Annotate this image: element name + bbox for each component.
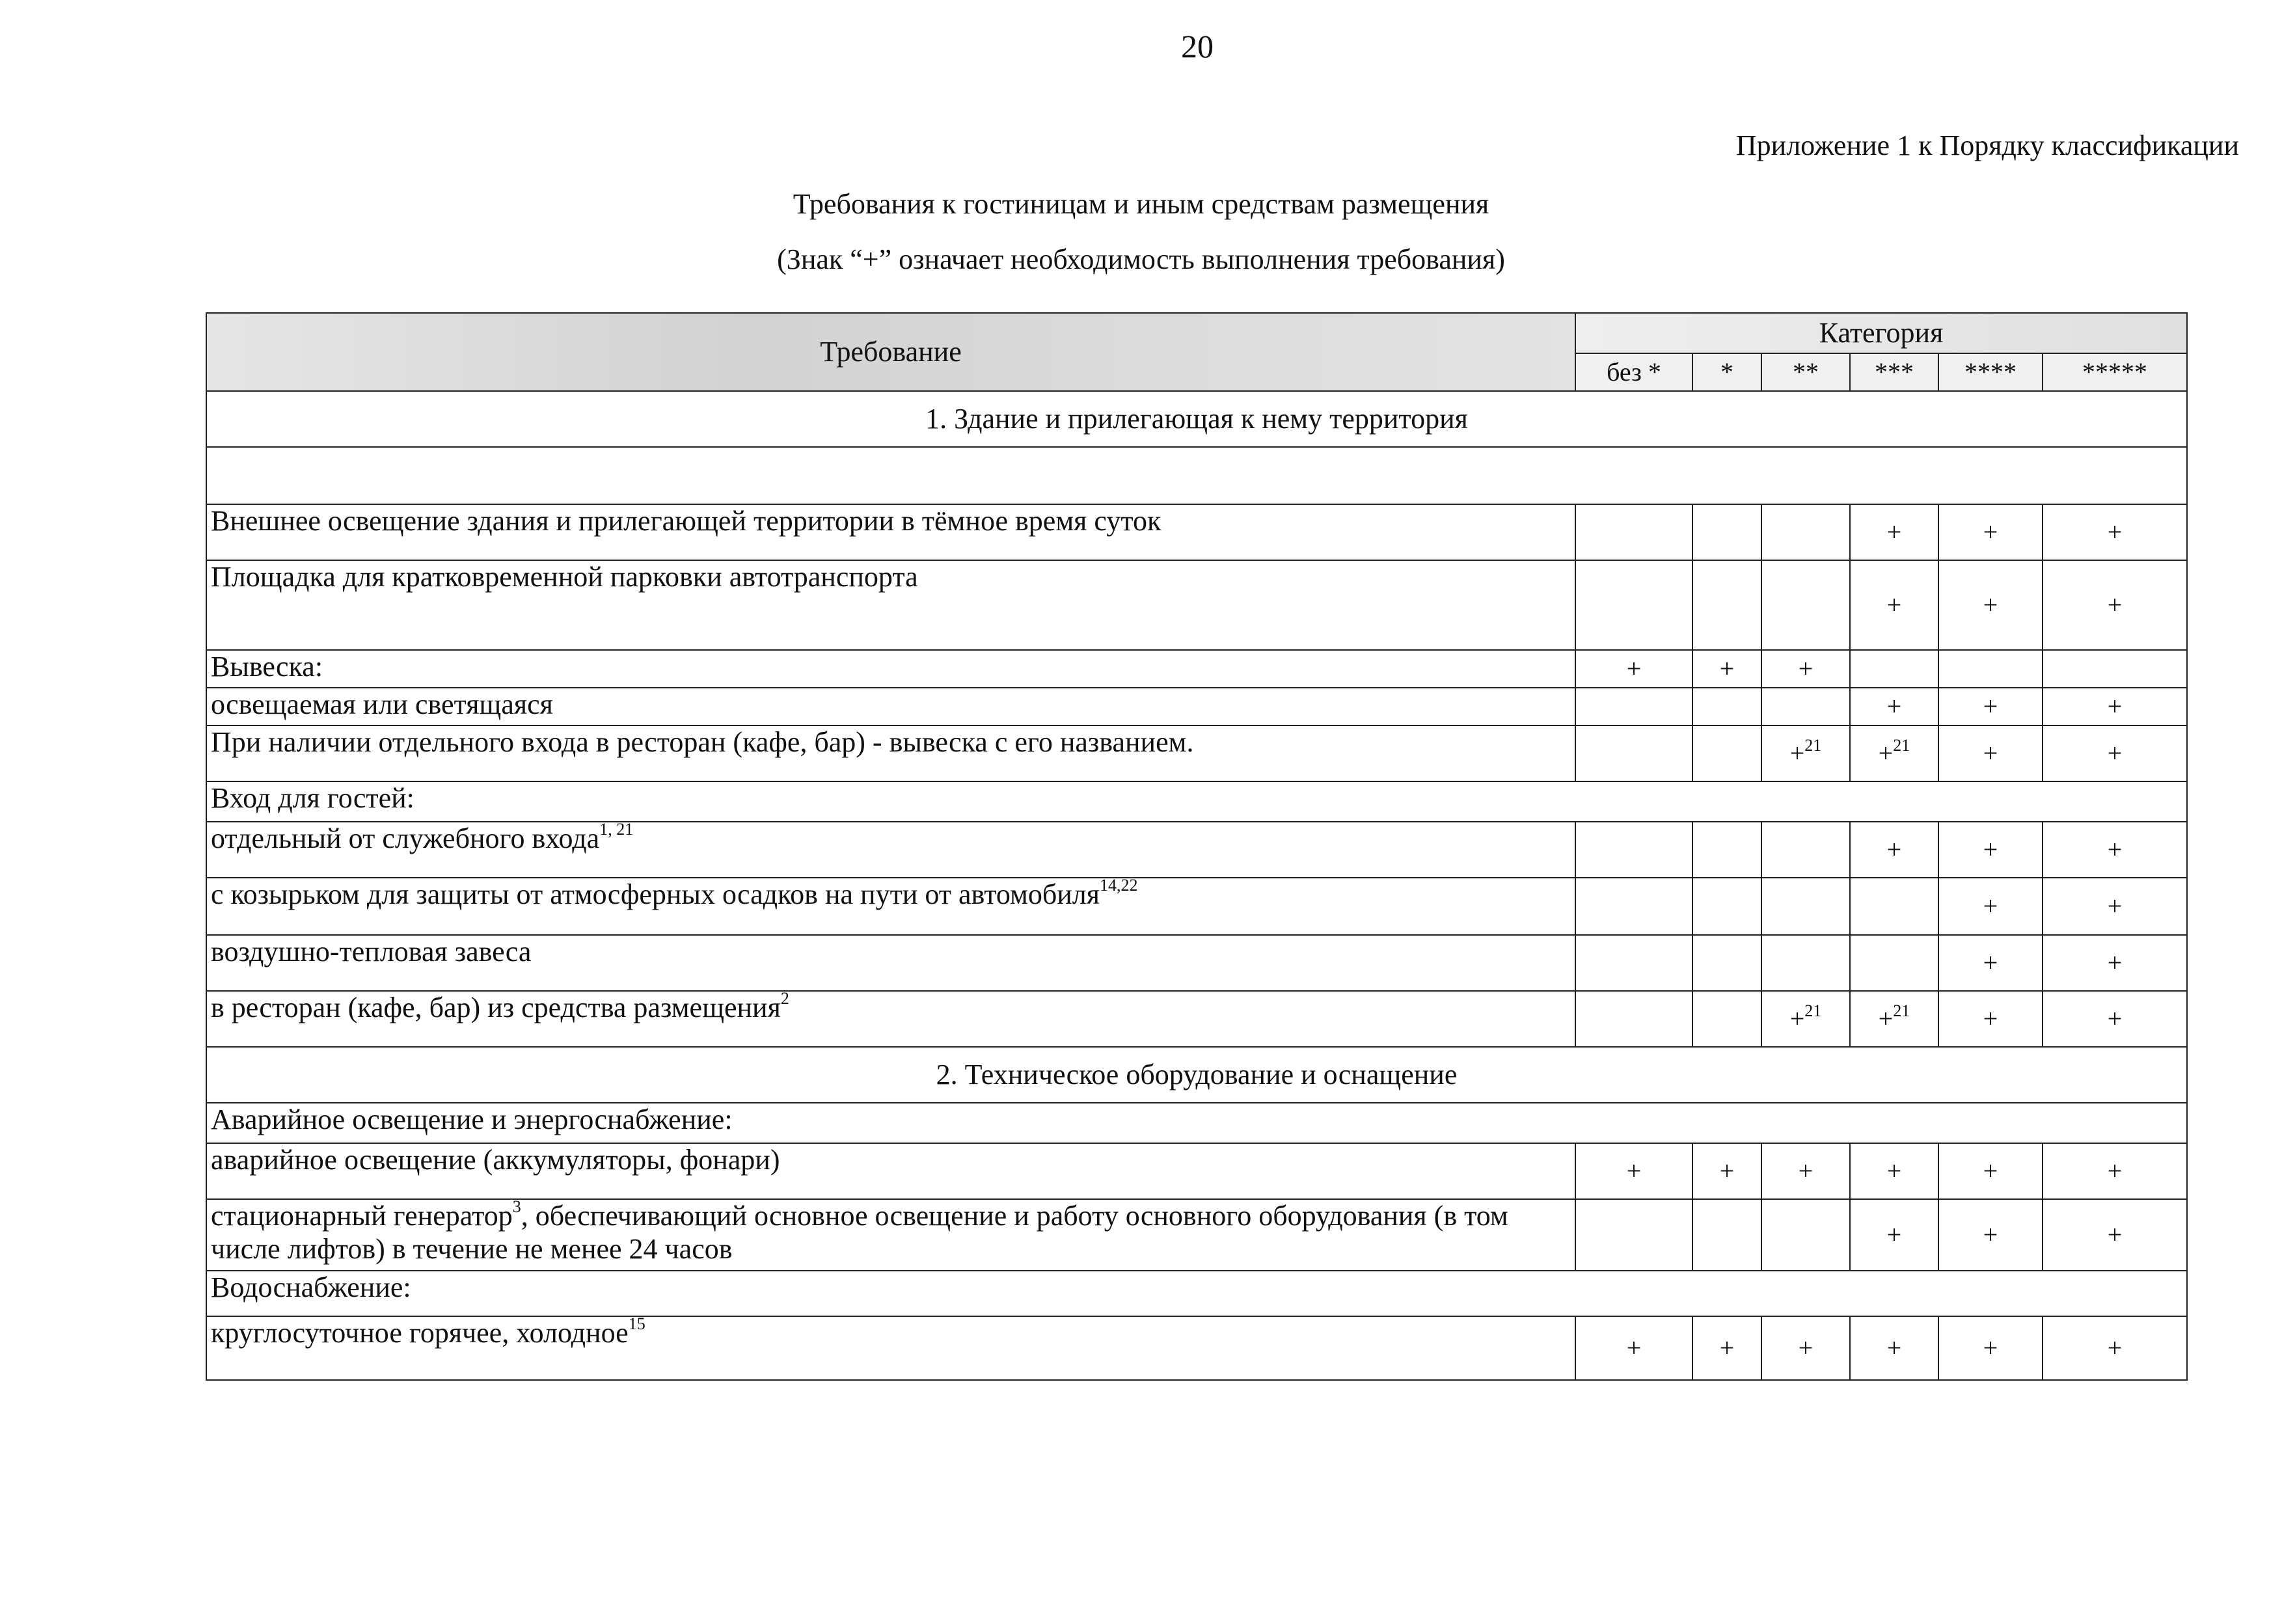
category-mark — [1850, 650, 1938, 688]
requirement-label: При наличии отдельного входа в ресторан (кафе, бар) - вывеска с его названием. — [211, 726, 1194, 758]
requirement-text — [206, 878, 1575, 935]
category-mark: + — [1850, 688, 1938, 725]
category-mark — [2043, 650, 2187, 688]
category-mark: + — [1938, 560, 2043, 650]
category-mark: + — [1575, 650, 1692, 688]
category-mark: + — [1938, 1143, 2043, 1199]
requirement-label: освещаемая или светящаяся — [211, 688, 553, 720]
footnote-ref: 3 — [512, 1197, 521, 1216]
requirement-text — [206, 1143, 1575, 1199]
category-mark — [1692, 725, 1761, 781]
category-mark: + — [2043, 1316, 2187, 1380]
requirement-label: круглосуточное горячее, холодное — [211, 1317, 629, 1349]
requirement-label: Вывеска: — [211, 651, 323, 683]
category-mark: + — [2043, 935, 2187, 991]
category-mark — [1692, 504, 1761, 560]
section-title: 1. Здание и прилегающая к нему территория — [206, 391, 2187, 447]
requirement-label: Внешнее освещение здания и прилегающей территории в тёмное время суток — [211, 505, 1161, 537]
category-mark — [1575, 1199, 1692, 1271]
category-mark — [1575, 822, 1692, 878]
category-mark — [1938, 650, 2043, 688]
category-mark — [1692, 991, 1761, 1047]
category-mark — [1761, 935, 1850, 991]
page-number: 20 — [1181, 28, 1214, 64]
category-mark: + — [2043, 822, 2187, 878]
requirement-text — [206, 822, 1575, 878]
category-mark: + — [1761, 650, 1850, 688]
category-mark — [1761, 878, 1850, 935]
requirement-label: отдельный от служебного входа — [211, 822, 600, 854]
requirement-text — [206, 650, 1575, 688]
category-header: ***** — [2043, 353, 2187, 391]
category-mark — [1850, 725, 1938, 781]
category-mark — [1575, 935, 1692, 991]
section-title: 2. Техническое оборудование и оснащение — [206, 1047, 2187, 1103]
category-mark: + — [2043, 688, 2187, 725]
category-mark — [1575, 725, 1692, 781]
requirement-text — [206, 560, 1575, 650]
requirement-label: Площадка для кратковременной парковки автотранспорта — [211, 561, 918, 593]
category-mark: + — [1850, 504, 1938, 560]
category-mark: + — [2043, 1199, 2187, 1271]
category-mark: + — [2043, 725, 2187, 781]
requirement-text — [206, 991, 1575, 1047]
category-mark — [1575, 688, 1692, 725]
category-header: * — [1692, 353, 1761, 391]
group-heading: Водоснабжение: — [206, 1271, 2187, 1316]
category-mark — [1850, 935, 1938, 991]
footnote-ref: 21 — [1893, 736, 1910, 755]
table-body — [206, 391, 2187, 1380]
footnote-ref: 21 — [1804, 1001, 1822, 1020]
category-mark — [1761, 991, 1850, 1047]
requirement-label: аварийное освещение (аккумуляторы, фонари) — [211, 1144, 780, 1176]
category-mark: + — [1938, 725, 2043, 781]
category-header: *** — [1850, 353, 1938, 391]
category-mark: + — [1938, 878, 2043, 935]
category-mark — [1692, 822, 1761, 878]
plus-mark: + — [1789, 738, 1805, 768]
plus-mark: + — [1878, 1004, 1894, 1033]
category-mark: + — [2043, 991, 2187, 1047]
category-mark — [1692, 560, 1761, 650]
requirements-table — [206, 312, 2188, 1381]
category-mark: + — [1938, 688, 2043, 725]
requirement-text — [206, 935, 1575, 991]
requirement-label: с козырьком для защиты от атмосферных осадков на пути от автомобиля — [211, 878, 1100, 910]
category-header: **** — [1938, 353, 2043, 391]
category-mark — [1761, 560, 1850, 650]
requirement-text — [206, 1199, 1575, 1271]
category-mark — [1692, 1199, 1761, 1271]
category-mark — [1761, 725, 1850, 781]
requirement-text-rest: , обеспечивающий основное освещение и работу основного оборудования (в том числе лифтов) в течение не менее 24 часов — [211, 1200, 1508, 1265]
category-mark: + — [1850, 822, 1938, 878]
category-mark: + — [1938, 822, 2043, 878]
requirement-text — [206, 725, 1575, 781]
footnote-ref: 21 — [1804, 736, 1822, 755]
category-mark: + — [1850, 1316, 1938, 1380]
category-mark: + — [1938, 1199, 2043, 1271]
footnote-ref: 1, 21 — [599, 820, 634, 839]
category-mark — [1850, 878, 1938, 935]
category-mark — [1692, 935, 1761, 991]
category-mark: + — [1938, 1316, 2043, 1380]
category-mark: + — [1761, 1316, 1850, 1380]
category-header: без * — [1575, 353, 1692, 391]
category-mark: + — [1938, 935, 2043, 991]
category-mark: + — [1938, 991, 2043, 1047]
category-mark: + — [1850, 560, 1938, 650]
requirement-label: воздушно-тепловая завеса — [211, 936, 532, 968]
category-mark — [1761, 688, 1850, 725]
footnote-ref: 15 — [628, 1314, 645, 1333]
category-header: ** — [1761, 353, 1850, 391]
category-mark: + — [1575, 1316, 1692, 1380]
group-heading: Вход для гостей: — [206, 781, 2187, 822]
blank-row — [206, 447, 2187, 504]
category-mark: + — [2043, 1143, 2187, 1199]
category-mark: + — [1692, 1143, 1761, 1199]
requirement-text-start: стационарный генератор — [211, 1200, 513, 1232]
requirement-text — [206, 1316, 1575, 1380]
category-mark — [1692, 878, 1761, 935]
document-subtitle: (Знак “+” означает необходимость выполнения требования) — [777, 243, 1505, 275]
category-mark: + — [1850, 1143, 1938, 1199]
category-mark: + — [1692, 1316, 1761, 1380]
footnote-ref: 2 — [780, 989, 789, 1008]
category-mark: + — [1850, 1199, 1938, 1271]
category-mark: + — [1761, 1143, 1850, 1199]
category-mark — [1761, 822, 1850, 878]
category-mark: + — [2043, 504, 2187, 560]
plus-mark: + — [1878, 738, 1894, 768]
category-mark: + — [1692, 650, 1761, 688]
footnote-ref: 21 — [1893, 1001, 1910, 1020]
footnote-ref: 14,22 — [1100, 876, 1138, 895]
plus-mark: + — [1789, 1004, 1805, 1033]
category-mark: + — [1575, 1143, 1692, 1199]
appendix-label: Приложение 1 к Порядку классификации — [1735, 129, 2239, 161]
category-mark — [1575, 560, 1692, 650]
requirement-label: в ресторан (кафе, бар) из средства размещения — [211, 992, 781, 1023]
category-mark: + — [2043, 560, 2187, 650]
category-mark — [1761, 1199, 1850, 1271]
category-mark — [1575, 991, 1692, 1047]
category-mark — [1692, 688, 1761, 725]
category-mark: + — [1938, 504, 2043, 560]
document-title: Требования к гостиницам и иным средствам размещения — [793, 188, 1489, 220]
group-heading: Аварийное освещение и энергоснабжение: — [206, 1103, 2187, 1143]
category-mark — [1761, 504, 1850, 560]
category-mark — [1850, 991, 1938, 1047]
category-mark — [1575, 504, 1692, 560]
requirement-text — [206, 504, 1575, 560]
category-mark — [1575, 878, 1692, 935]
category-mark: + — [2043, 878, 2187, 935]
requirement-text — [206, 688, 1575, 725]
header-category: Категория — [1575, 313, 2187, 353]
header-requirement: Требование — [206, 313, 1575, 391]
